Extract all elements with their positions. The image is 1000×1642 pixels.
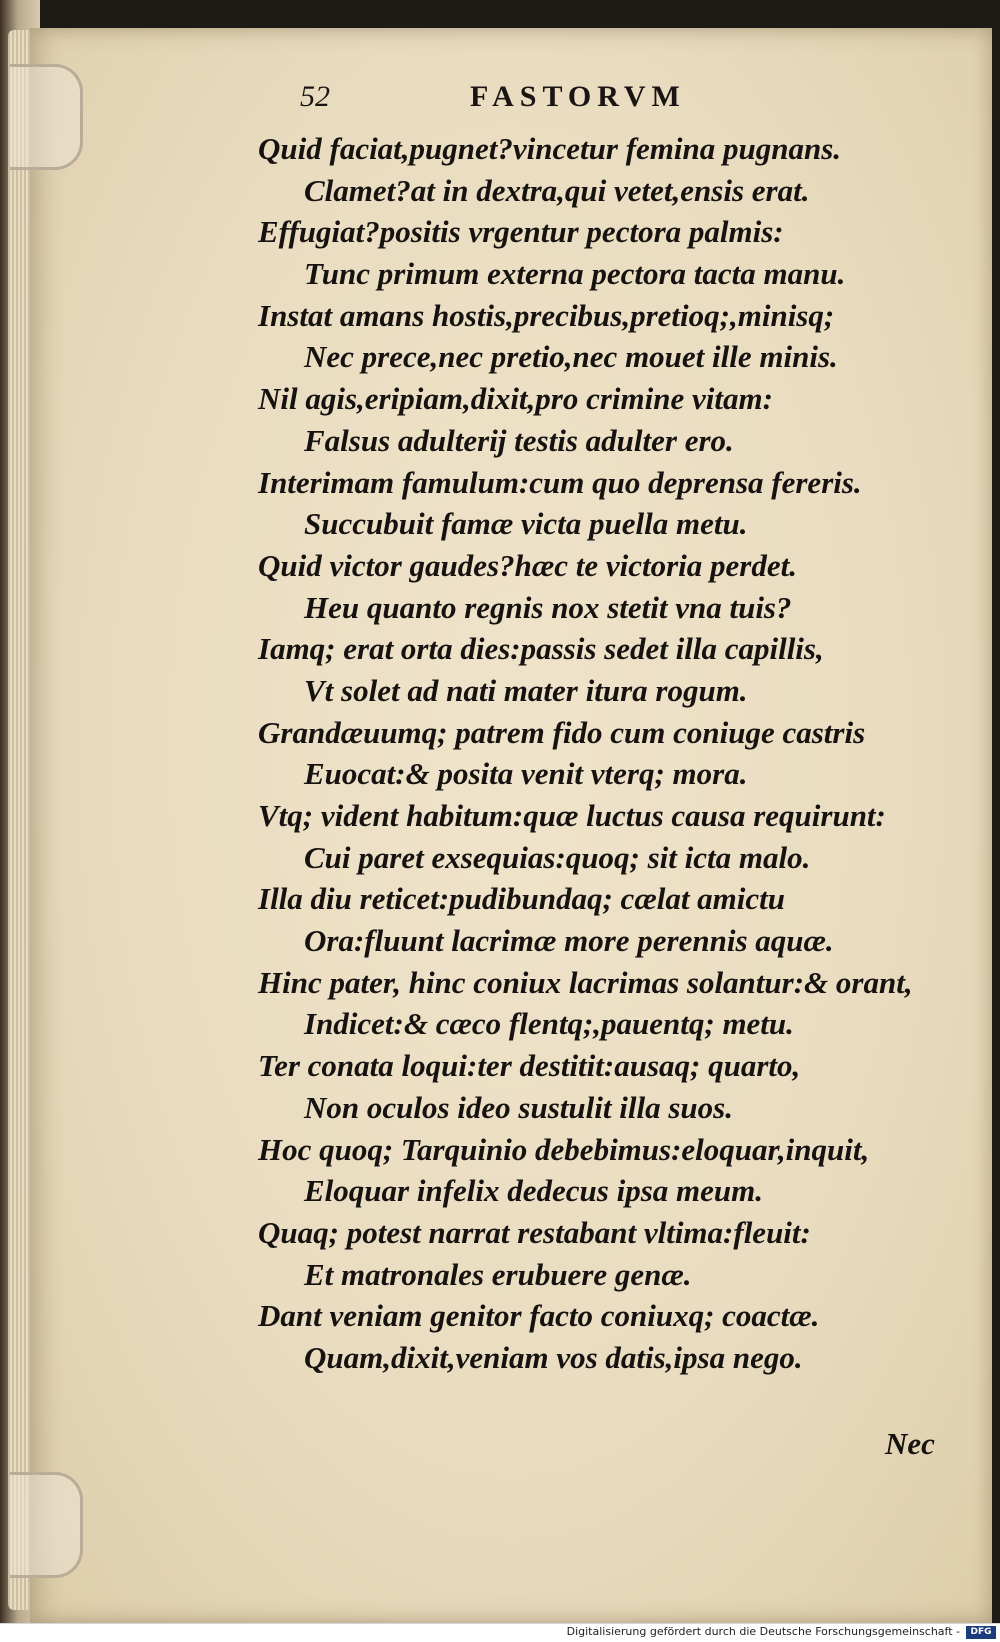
verse-line: Grandæuumq; patrem fido cum coniuge castris [258,714,866,750]
verse-line: Euocat:& posita venit vterq; mora. [304,756,748,792]
verse-line: Vtq; vident habitum:quæ luctus causa requirunt: [258,798,886,833]
verse-line: Succubuit famæ victa puella metu. [304,506,748,542]
verse-line: Interimam famulum:cum quo deprensa fereris. [258,464,862,500]
verse-line: Vt solet ad nati mater itura rogum. [304,672,748,708]
verse-text [258,128,938,1379]
verse-line: Falsus adulterij testis adulter ero. [304,422,734,458]
verse-line: Non oculos ideo sustulit illa suos. [304,1089,733,1125]
verse-line: Quid victor gaudes?hæc te victoria perdet. [258,547,797,583]
verse-line: Quaq; potest narrat restabant vltima:fleuit: [258,1214,811,1250]
verse-line: Tunc primum externa pectora tacta manu. [304,256,846,292]
verse-line: Nec prece,nec pretio,nec mouet ille minis. [304,339,838,375]
verse-line: Heu quanto regnis nox stetit vna tuis? [304,589,792,625]
verse-line: Hinc pater, hinc coniux lacrimas solantur:& orant, [258,964,913,1000]
running-title: FASTORVM [470,80,686,113]
verse-line: Instat amans hostis,precibus,pretioq;,minisq; [258,297,835,333]
verse-line: Illa diu reticet:pudibundaq; cælat amictu [258,881,786,917]
page-clip-top [10,64,83,170]
funding-credit: Digitalisierung gefördert durch die Deutsche Forschungsgemeinschaft - [566,1625,960,1638]
page-clip-bottom [10,1472,83,1578]
running-header [290,80,770,120]
verse-line: Clamet?at in dextra,qui vetet,ensis erat. [304,172,810,208]
verse-line: Hoc quoq; Tarquinio debebimus:eloquar,inquit, [258,1131,870,1167]
dfg-logo: DFG [966,1626,996,1639]
verse-line: Quam,dixit,veniam vos datis,ipsa nego. [304,1339,803,1375]
verse-line: Et matronales erubuere genæ. [304,1256,692,1292]
verse-line: Nil agis,eripiam,dixit,pro crimine vitam: [258,381,773,417]
page-number: 52 [300,80,330,113]
verse-line: Quid faciat,pugnet?vincetur femina pugnans. [258,131,842,166]
verse-line: Cui paret exsequias:quoq; sit icta malo. [304,839,811,875]
verse-line: Iamq; erat orta dies:passis sedet illa capillis, [258,631,824,667]
verse-line: Ter conata loqui:ter destitit:ausaq; quarto, [258,1048,801,1084]
verse-line: Effugiat?positis vrgentur pectora palmis: [258,214,784,250]
catchword: Nec [885,1426,935,1461]
verse-line: Indicet:& cæco flentq;,pauentq; metu. [304,1006,794,1042]
verse-line: Dant veniam genitor facto coniuxq; coactæ. [258,1298,820,1334]
footer-bar [0,1623,1000,1642]
verse-line: Eloquar infelix dedecus ipsa meum. [304,1173,763,1209]
verse-line: Ora:fluunt lacrimæ more perennis aquæ. [304,923,834,959]
